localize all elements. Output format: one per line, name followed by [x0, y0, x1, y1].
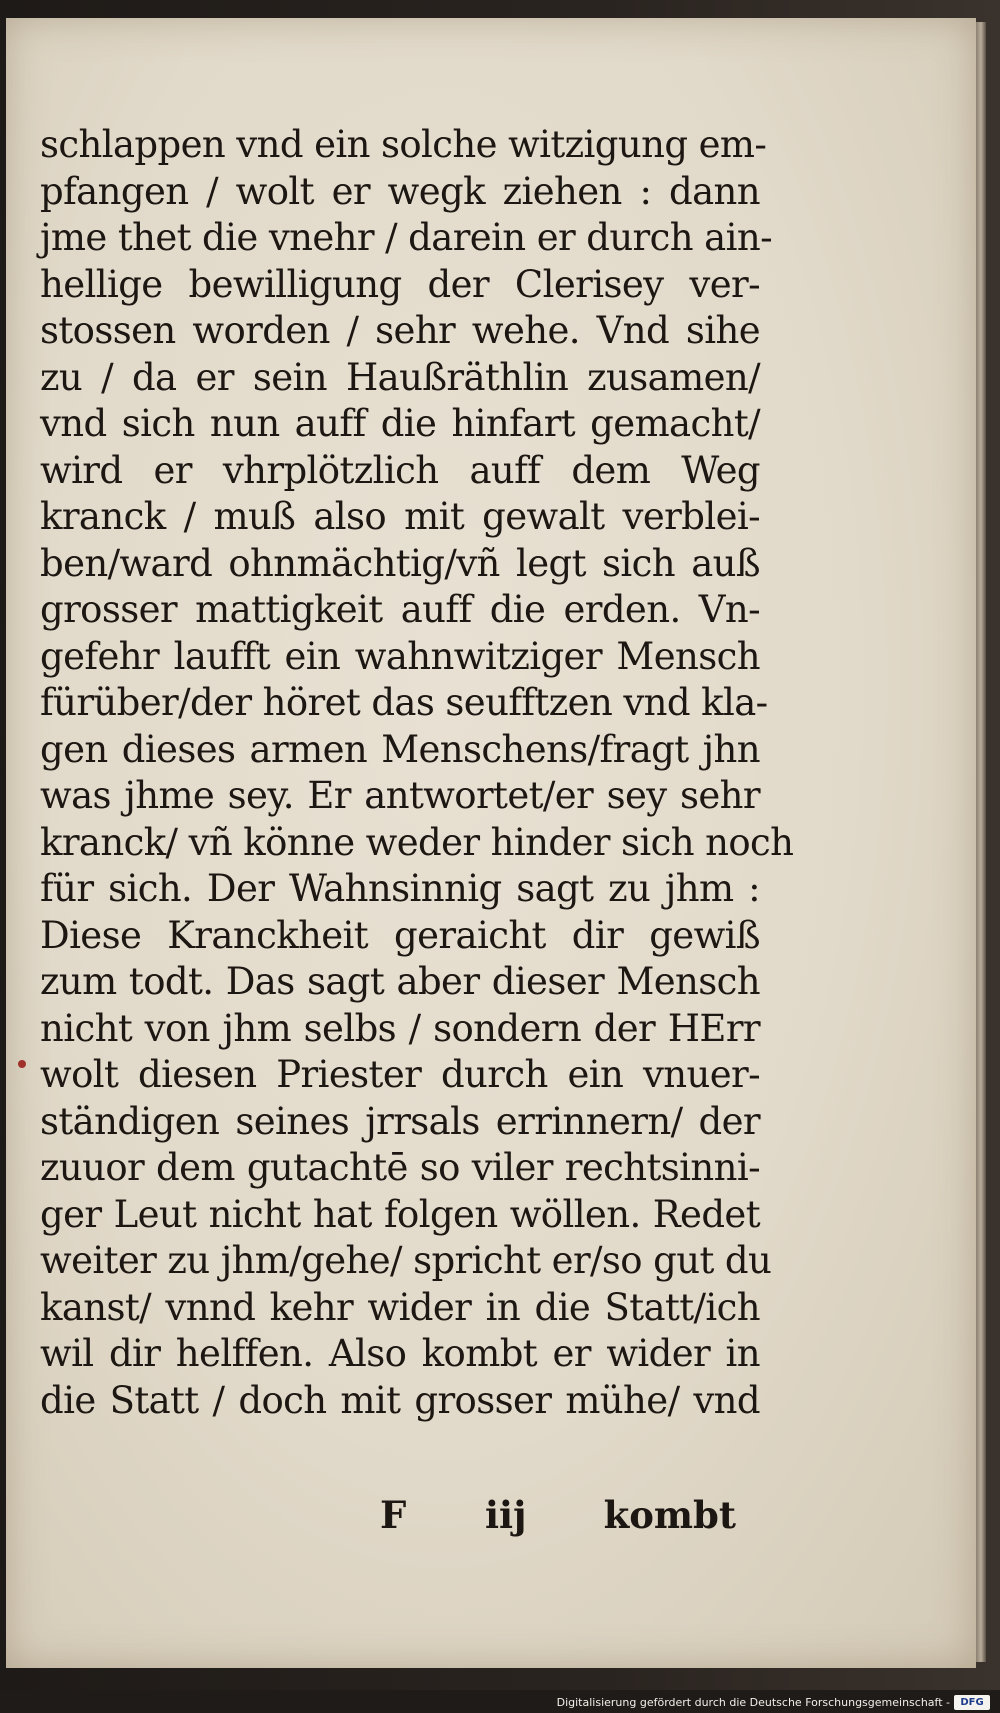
text-line: kanst/ vnnd kehr wider in die Statt/ich	[40, 1285, 760, 1329]
text-line: Diese Kranckheit geraicht dir gewiß	[40, 913, 760, 957]
text-line: zu / da er sein Haußräthlin zusamen/	[40, 355, 760, 399]
text-line: fürüber/der höret das seufftzen vnd kla-	[40, 681, 768, 724]
text-line: schlappen vnd ein solche witzigung em-	[40, 123, 767, 166]
text-line: zuuor dem gutachtē so viler rechtsinni-	[40, 1146, 760, 1189]
page-footer-marks	[380, 1490, 736, 1540]
footer-credit: Digitalisierung gefördert durch die Deutsche Forschungsgemeinschaft -	[556, 1696, 950, 1709]
text-line: nicht von jhm selbs / sondern der HErr	[40, 1006, 760, 1050]
text-line: für sich. Der Wahnsinnig sagt zu jhm :	[40, 867, 760, 910]
text-line: gefehr laufft ein wahnwitziger Mensch	[40, 634, 760, 678]
text-line: pfangen / wolt er wegk ziehen : dann	[40, 169, 760, 213]
text-line: wil dir helffen. Also kombt er wider in	[40, 1332, 760, 1375]
text-line: ständigen seines jrrsals errinnern/ der	[40, 1099, 760, 1143]
margin-mark	[18, 1060, 26, 1068]
text-line: weiter zu jhm/gehe/ spricht er/so gut du	[40, 1239, 772, 1282]
folio-number: iij	[485, 1493, 527, 1537]
text-line: ben/ward ohnmächtig/vñ legt sich auß	[40, 541, 760, 585]
text-line: kranck / muß also mit gewalt verblei-	[40, 495, 760, 538]
text-line: die Statt / doch mit grosser mühe/ vnd	[40, 1378, 760, 1422]
page-edge	[976, 22, 986, 1662]
text-line: hellige bewilligung der Clerisey ver-	[40, 262, 760, 306]
text-block	[40, 122, 794, 1424]
text-line: grosser mattigkeit auff die erden. Vn-	[40, 588, 760, 631]
text-line: wird er vhrplötzlich auff dem Weg	[40, 448, 760, 492]
text-line: ger Leut nicht hat folgen wöllen. Redet	[40, 1192, 760, 1236]
text-line: gen dieses armen Menschens/fragt jhn	[40, 727, 760, 771]
dfg-logo-icon: DFG	[954, 1695, 990, 1710]
signature-mark: F	[380, 1493, 407, 1537]
text-line: was jhme sey. Er antwortet/er sey sehr	[40, 774, 760, 817]
text-line: wolt diesen Priester durch ein vnuer-	[40, 1053, 760, 1096]
text-line: vnd sich nun auff die hinfart gemacht/	[40, 402, 760, 445]
text-line: stossen worden / sehr wehe. Vnd sihe	[40, 309, 760, 352]
catchword: kombt	[603, 1493, 736, 1537]
text-line: jme thet die vnehr / darein er durch ain-	[40, 216, 772, 259]
text-line: kranck/ vñ könne weder hinder sich noch	[40, 820, 794, 864]
text-line: zum todt. Das sagt aber dieser Mensch	[40, 960, 760, 1003]
